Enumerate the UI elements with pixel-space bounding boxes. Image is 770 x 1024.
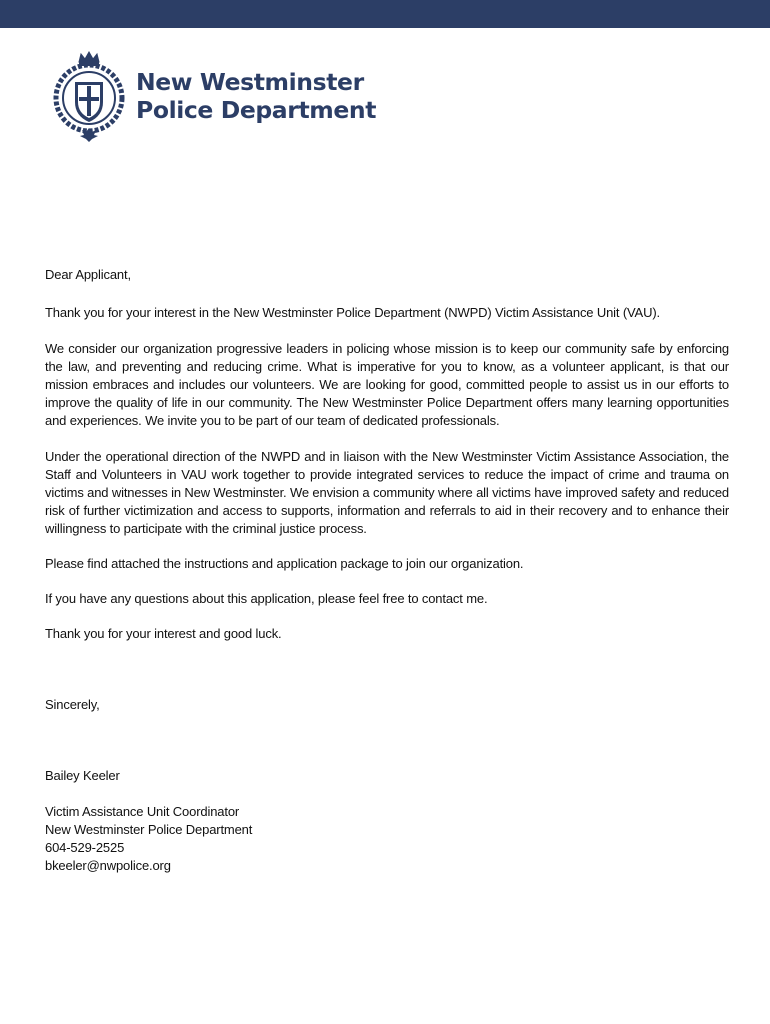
organization-name-line-2: Police Department [136,96,377,124]
paragraph-questions: If you have any questions about this application, please feel free to contact me. [45,591,488,606]
organization-name [136,68,376,124]
signature-block [45,803,729,875]
signer-phone: 604-529-2525 [45,840,125,855]
signer-organization: New Westminster Police Department [45,822,253,837]
police-crest-icon [50,50,128,142]
organization-name-line-1: New Westminster [136,68,364,96]
salutation: Dear Applicant, [45,267,131,282]
paragraph-operations: Under the operational direction of the NWPD and in liaison with the New Westminster Victim Assistance Association, the Staff and Volunteers in VAU work together to provide integrated services to reduce the impact of crime and trauma on victims and witnesses in New Westminster. We envision a community where all victims have improved safety and reduced risk of further victimization and access to supports, information and referrals to aid in their recovery and to enhance their willingness to participate with the criminal justice process. [45,449,729,536]
paragraph-attachment: Please find attached the instructions and application package to join our organization. [45,556,524,571]
paragraph-intro: Thank you for your interest in the New Westminster Police Department (NWPD) Victim Assistance Unit (VAU). [45,305,660,320]
paragraph-mission: We consider our organization progressive leaders in policing whose mission is to keep our community safe by enforcing the law, and preventing and reducing crime. What is imperative for you to know, as a volunteer applicant, is that our mission embraces and includes our volunteers. We are looking for good, committed people to assist us in our efforts to improve the quality of life in our community. The New Westminster Police Department offers many learning opportunities and experiences. We invite you to be part of our team of dedicated professionals. [45,341,729,428]
signer-email: bkeeler@nwpolice.org [45,858,171,873]
signer-name: Bailey Keeler [45,768,120,783]
letter-body [45,266,729,875]
paragraph-thanks: Thank you for your interest and good luck. [45,626,282,641]
closing: Sincerely, [45,697,100,712]
department-logo [50,50,377,145]
signer-title: Victim Assistance Unit Coordinator [45,804,240,819]
header-bar [0,0,770,28]
